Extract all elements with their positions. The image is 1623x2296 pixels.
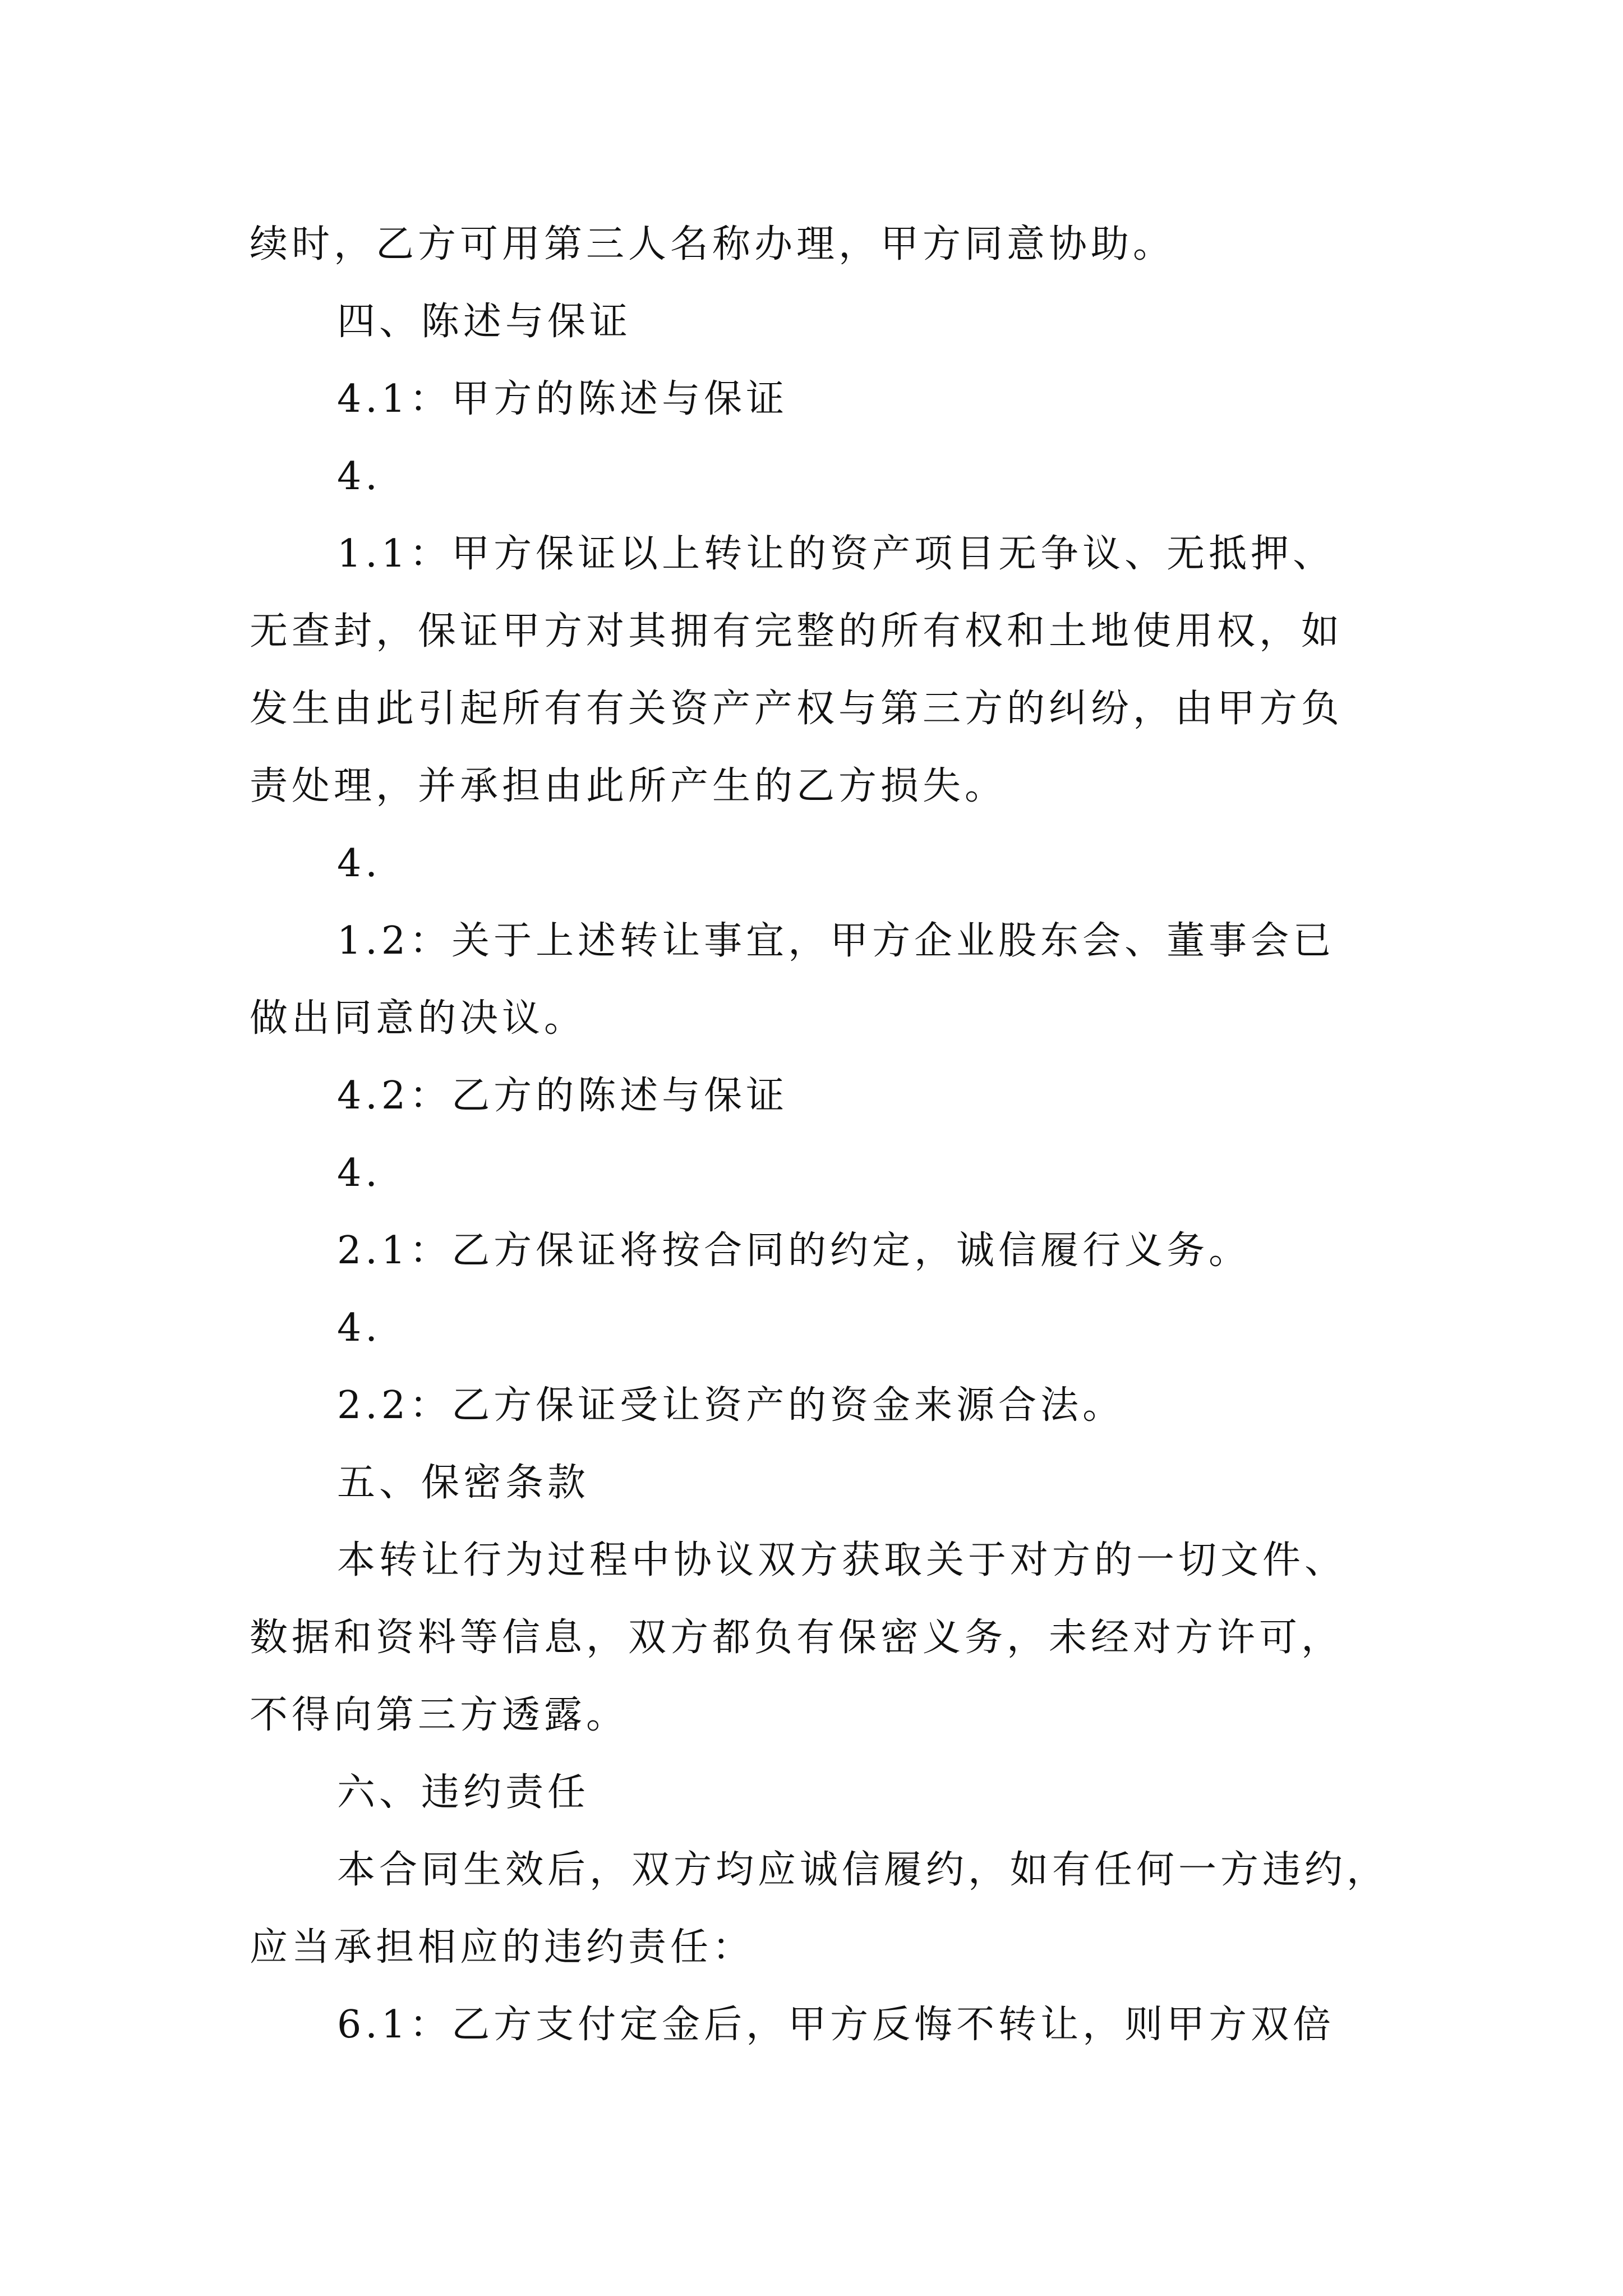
text-line: 2.1：乙方保证将按合同的约定，诚信履行义务。 (337, 1228, 1251, 1273)
clause-heading: 4.2：乙方的陈述与保证 (337, 1074, 789, 1118)
text-line: 4. (337, 1151, 381, 1195)
text-line: 不得向第三方透露。 (250, 1693, 629, 1737)
text-line: 本转让行为过程中协议双方获取关于对方的一切文件、 (337, 1538, 1347, 1582)
text-line: 4. (337, 1306, 381, 1350)
text-line: 发生由此引起所有有关资产产权与第三方的纠纷，由甲方负 (250, 687, 1344, 731)
text-line: 4. (337, 454, 381, 499)
text-line: 6.1：乙方支付定金后，甲方反悔不转让，则甲方双倍 (337, 2003, 1335, 2047)
text-line: 本合同生效后，双方均应诚信履约，如有任何一方违约， (337, 1848, 1389, 1892)
text-line: 数据和资料等信息，双方都负有保密义务，未经对方许可， (250, 1616, 1344, 1660)
text-line: 无查封，保证甲方对其拥有完整的所有权和土地使用权，如 (250, 609, 1344, 654)
text-line: 应当承担相应的违约责任： (250, 1925, 755, 1970)
section-heading: 六、违约责任 (337, 1770, 590, 1815)
text-line: 续时，乙方可用第三人名称办理，甲方同意协助。 (250, 222, 1175, 266)
text-line: 1.1：甲方保证以上转让的资产项目无争议、无抵押、 (337, 532, 1335, 576)
text-line: 4. (337, 841, 381, 886)
text-line: 1.2：关于上述转让事宜，甲方企业股东会、董事会已 (337, 919, 1335, 963)
section-heading: 五、保密条款 (337, 1461, 590, 1505)
text-line: 2.2：乙方保证受让资产的资金来源合法。 (337, 1383, 1125, 1428)
text-line: 做出同意的决议。 (250, 996, 587, 1041)
clause-heading: 4.1：甲方的陈述与保证 (337, 377, 789, 421)
section-heading: 四、陈述与保证 (337, 300, 632, 344)
text-line: 责处理，并承担由此所产生的乙方损失。 (250, 764, 1007, 808)
